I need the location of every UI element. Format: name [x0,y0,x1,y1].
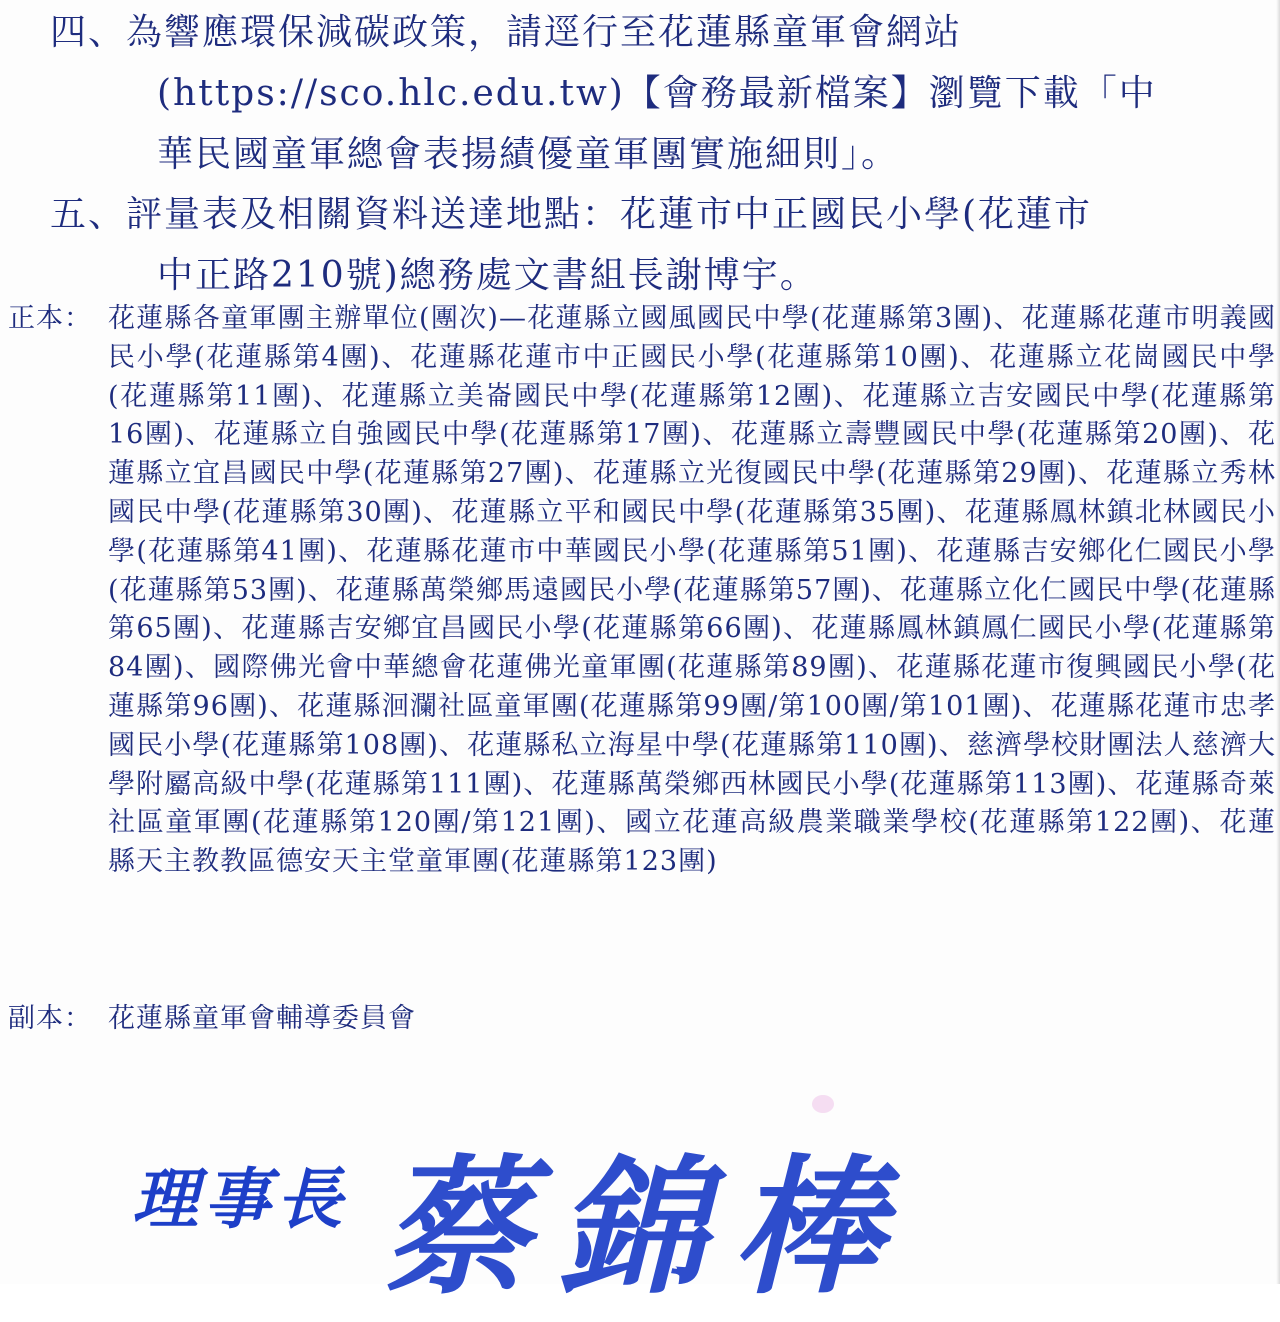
item-five-text-1: 評量表及相關資料送達地點：花蓮市中正國民小學(花蓮市 [126,194,1093,235]
item-four-label: 四、 [50,12,127,53]
item-five-line-2: 中正路210號)總務處文書組長謝博宇。 [157,255,818,296]
page-edge [1276,0,1280,1284]
item-four-text-1: 為響應環保減碳政策，請逕行至花蓮縣童軍會網站 [126,12,963,53]
item-four-line-1 [50,2,1157,63]
main-recipients-label: 正本： [8,303,92,334]
signature-title: 理事長 [132,1160,348,1238]
item-four [50,2,1157,185]
chairman-signature-stamp [132,1110,1032,1314]
item-five-line-1 [50,184,1092,245]
item-five [50,184,1092,306]
main-recipients-text: 花蓮縣各童軍團主辦單位(團次)—花蓮縣立國風國民中學(花蓮縣第3團)、花蓮縣花蓮市明義國民小學(花蓮縣第4團)、花蓮縣花蓮市中正國民小學(花蓮縣第10團)、花蓮縣立花崗國民中學(花蓮縣第11團)、花蓮縣立美崙國民中學(花蓮縣第12團)、花蓮縣立吉安國民中學(花蓮縣第16團)、花蓮縣立自強國民中學(花蓮縣第17團)、花蓮縣立壽豐國民中學(花蓮縣第20團)、花蓮縣立宜昌國民中學(花蓮縣第27團)、花蓮縣立光復國民中學(花蓮縣第29團)、花蓮縣立秀林國民中學(花蓮縣第30團)、花蓮縣立平和國民中學(花蓮縣第35團)、花蓮縣鳳林鎮北林國民小學(花蓮縣第41團)、花蓮縣花蓮市中華國民小學(花蓮縣第51團)、花蓮縣吉安鄉化仁國民小學(花蓮縣第53團)、花蓮縣萬榮鄉馬遠國民小學(花蓮縣第57團)、花蓮縣立化仁國民中學(花蓮縣第65團)、花蓮縣吉安鄉宜昌國民小學(花蓮縣第66團)、花蓮縣鳳林鎮鳳仁國民小學(花蓮縣第84團)、國際佛光會中華總會花蓮佛光童軍團(花蓮縣第89團)、花蓮縣花蓮市復興國民小學(花蓮縣第96團)、花蓮縣洄瀾社區童軍團(花蓮縣第99團/第100團/第101團)、花蓮縣花蓮市忠孝國民小學(花蓮縣第108團)、花蓮縣私立海星中學(花蓮縣第110團)、慈濟學校財團法人慈濟大學附屬高級中學(花蓮縣第111團)、花蓮縣萬榮鄉西林國民小學(花蓮縣第113團)、花蓮縣奇萊社區童軍團(花蓮縣第120團/第121團)、國立花蓮高級農業職業學校(花蓮縣第122團)、花蓮縣天主教教區德安天主堂童軍團(花蓮縣第123團) [108,303,1276,878]
item-five-label: 五、 [50,194,127,235]
item-four-line-2: (https://sco.hlc.edu.tw)【會務最新檔案】瀏覽下載「中 [157,73,1157,114]
item-four-line-3: 華民國童軍總會表揚績優童軍團實施細則」。 [157,134,900,175]
copy-recipients-text: 花蓮縣童軍會輔導委員會 [108,1003,416,1034]
copy-recipients-label: 副本： [8,1003,92,1034]
signature-name: 蔡錦棒 [382,1140,910,1314]
